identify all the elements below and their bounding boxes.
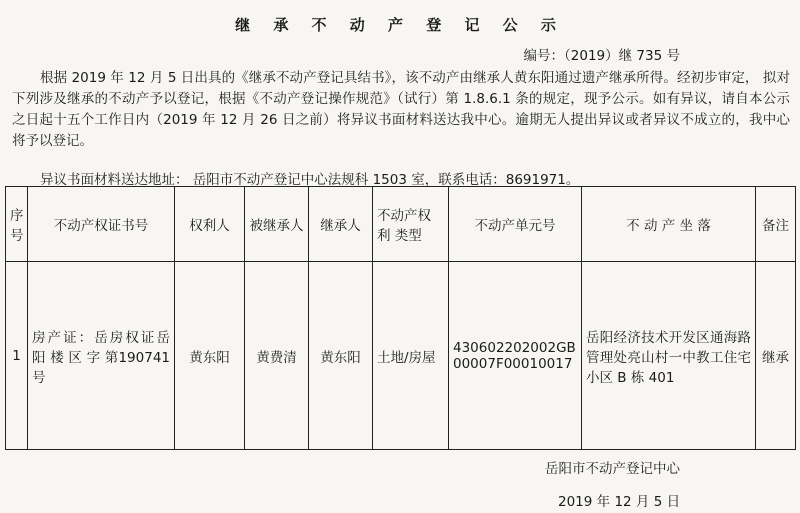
issue-date: 2019 年 12 月 5 日 — [558, 494, 681, 510]
header-seq: 序号 — [6, 187, 28, 262]
header-location: 不 动 产 坐 落 — [582, 187, 756, 262]
cell-cert-no: 房产证：岳房权证岳 阳 楼 区 字 第190741 号 — [28, 262, 175, 450]
header-unit-no: 不动产单元号 — [449, 187, 582, 262]
header-cert-no: 不动产权证书号 — [28, 187, 175, 262]
issuing-organization: 岳阳市不动产登记中心 — [545, 461, 680, 477]
header-decedent: 被继承人 — [245, 187, 309, 262]
table-header-row — [6, 187, 796, 262]
cell-owner: 黄东阳 — [175, 262, 245, 450]
header-right-type: 不动产权 利 类型 — [373, 187, 449, 262]
notice-body-paragraph: 根据 2019 年 12 月 5 日出具的《继承不动产登记具结书》，该不动产由继承人黄东阳通过遗产继承所得。经初步审定， 拟对下列涉及继承的不动产予以登记，根据《不动产登记操作规范》（试行）第 1.8.6.1 条的规定，现予公示。如有异议，请自本公示之日起十五个工作日内（2019 年 12 月 26 日之前）将异议书面材料送达我中心。逾期无人提出异议或者异议不成立的，我中心将予以登记。 — [12, 70, 790, 149]
header-owner: 权利人 — [175, 187, 245, 262]
cell-unit-no: 430602202002GB00007F00010017 — [449, 262, 582, 450]
header-remark: 备注 — [756, 187, 796, 262]
cell-decedent: 黄费清 — [245, 262, 309, 450]
notice-title: 继 承 不 动 产 登 记 公 示 — [235, 16, 565, 34]
registration-table — [5, 186, 796, 450]
cell-heir: 黄东阳 — [309, 262, 373, 450]
cell-location: 岳阳经济技术开发区通海路管理处亮山村一中教工住宅小区 B 栋 401 — [582, 262, 756, 450]
objection-address: 异议书面材料送达地址： 岳阳市不动产登记中心法规科 1503 室，联系电话：8691971。 — [40, 172, 580, 188]
cell-right-type: 土地/房屋 — [373, 262, 449, 450]
header-heir: 继承人 — [309, 187, 373, 262]
cell-seq: 1 — [6, 262, 28, 450]
table-row — [6, 262, 796, 450]
document-number: 编号：（2019）继 735 号 — [523, 48, 680, 64]
cell-remark: 继承 — [756, 262, 796, 450]
